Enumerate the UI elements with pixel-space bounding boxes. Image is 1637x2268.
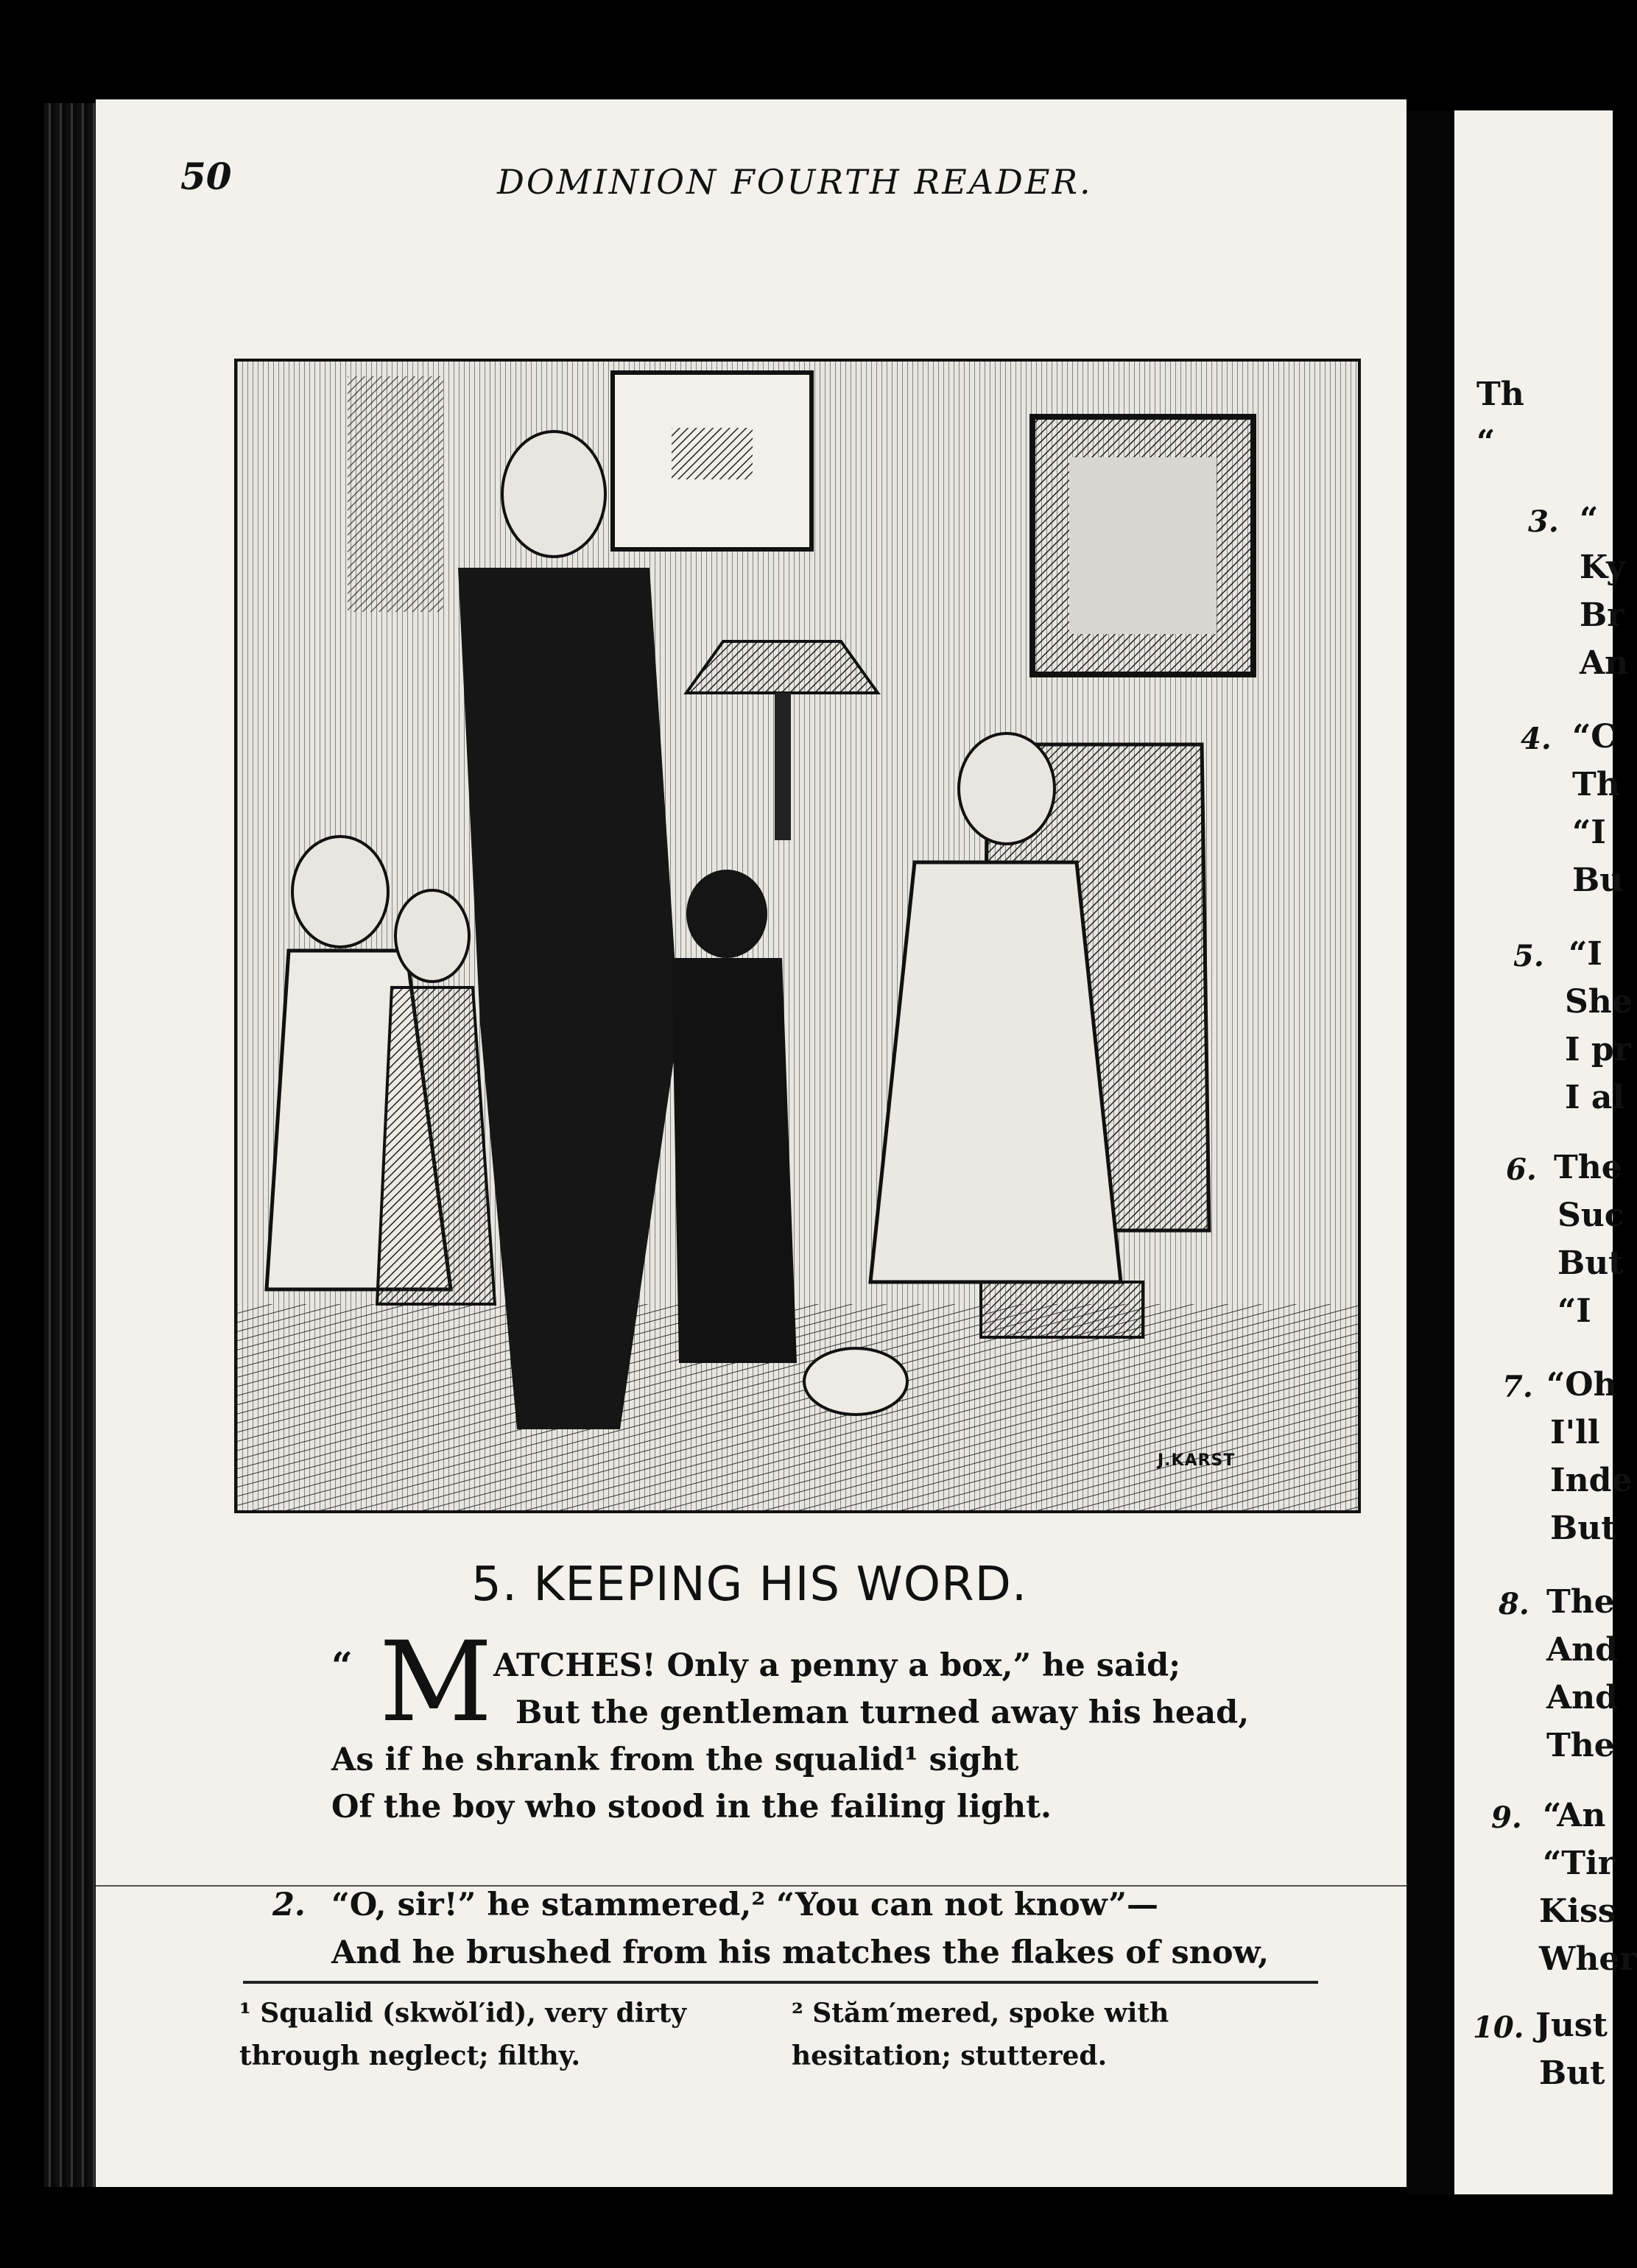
facing-fragment: The [1546,1583,1615,1621]
scan-artifact-line [96,1885,1407,1887]
stanza-number: 2. [272,1887,306,1923]
poem-line-1: ATCHES! Only a penny a box,” he said; [493,1647,1181,1684]
running-title: DOMINION FOURTH READER. [497,162,1093,202]
girl-middle [377,987,495,1304]
facing-fragment: “I [1557,1292,1591,1330]
lesson-title: 5. KEEPING HIS WORD. [471,1557,1028,1612]
facing-stanza-number: 7. [1502,1370,1533,1404]
facing-fragment: Kiss [1539,1892,1616,1930]
facing-stanza-number: 5. [1513,939,1544,973]
footstool [981,1282,1143,1337]
facing-fragment: Th [1476,376,1524,413]
poem-line-3: As if he shrank from the squalid¹ sight [331,1742,1019,1778]
facing-fragment: “ [1476,423,1496,461]
toy-lamb [804,1348,907,1415]
footnote-2: ² Stăm′mered, spoke with hesitation; stuttered. [792,1998,1169,2071]
facing-fragment: Suc [1557,1197,1624,1234]
facing-fragment: “I [1572,814,1606,851]
facing-fragment: “ [1580,501,1599,538]
facing-fragment: “Oh [1546,1366,1617,1404]
page-number: 50 [180,155,232,198]
facing-fragment: The [1554,1149,1622,1186]
poem-line-2: But the gentleman turned away his head, [515,1694,1250,1731]
book-spine [1407,110,1454,2194]
poem-line-5: “O, sir!” he stammered,² “You can not know”— [331,1887,1159,1923]
facing-fragment: Br [1580,596,1624,634]
facing-stanza-number: 3. [1528,504,1559,539]
facing-fragment: Wher [1539,1940,1637,1978]
facing-stanza-number: 6. [1506,1152,1537,1187]
facing-fragment: I pr [1565,1031,1631,1068]
engraving-illustration [234,359,1361,1513]
facing-fragment: Just [1535,2007,1608,2044]
facing-fragment: She [1565,983,1633,1021]
facing-fragment: “An [1543,1797,1606,1834]
facing-fragment: “C [1572,718,1617,756]
book-edge [44,103,96,2187]
poem-line-6: And he brushed from his matches the flakes of snow, [331,1934,1270,1971]
footnote-rule [243,1981,1318,1984]
facing-fragment: Ky [1580,549,1625,586]
facing-fragment: But [1550,1510,1616,1547]
match-boy [672,958,797,1363]
facing-fragment: “Tir [1543,1845,1615,1882]
facing-stanza-number: 4. [1521,722,1552,756]
opening-quote: “ [331,1644,353,1687]
poem-line-4: Of the boy who stood in the failing light. [331,1789,1052,1825]
facing-fragment: Inde [1550,1462,1633,1499]
facing-fragment: The [1546,1727,1615,1764]
engraver-signature: J.KARST [1158,1451,1236,1470]
facing-fragment: An [1580,644,1629,682]
engraving-drawing [237,362,1358,1510]
facing-fragment: But [1557,1244,1624,1282]
facing-fragment: Th [1572,766,1620,803]
facing-fragment: But [1539,2054,1605,2092]
facing-stanza-number: 8. [1499,1587,1529,1621]
facing-fragment: And [1546,1631,1618,1669]
facing-fragment: “I [1569,935,1602,973]
facing-stanza-number: 9. [1491,1800,1522,1835]
facing-fragment: And [1546,1679,1618,1716]
facing-fragment: I'll [1550,1414,1600,1451]
drop-cap: M [379,1619,493,1747]
footnote-1: ¹ Squalid (skwŏl′id), very dirty through neglect; filthy. [239,1998,686,2071]
facing-stanza-number: 10. [1473,2010,1524,2045]
seated-woman [870,862,1121,1282]
facing-fragment: Bu [1572,862,1624,899]
facing-fragment: I al [1565,1079,1625,1116]
